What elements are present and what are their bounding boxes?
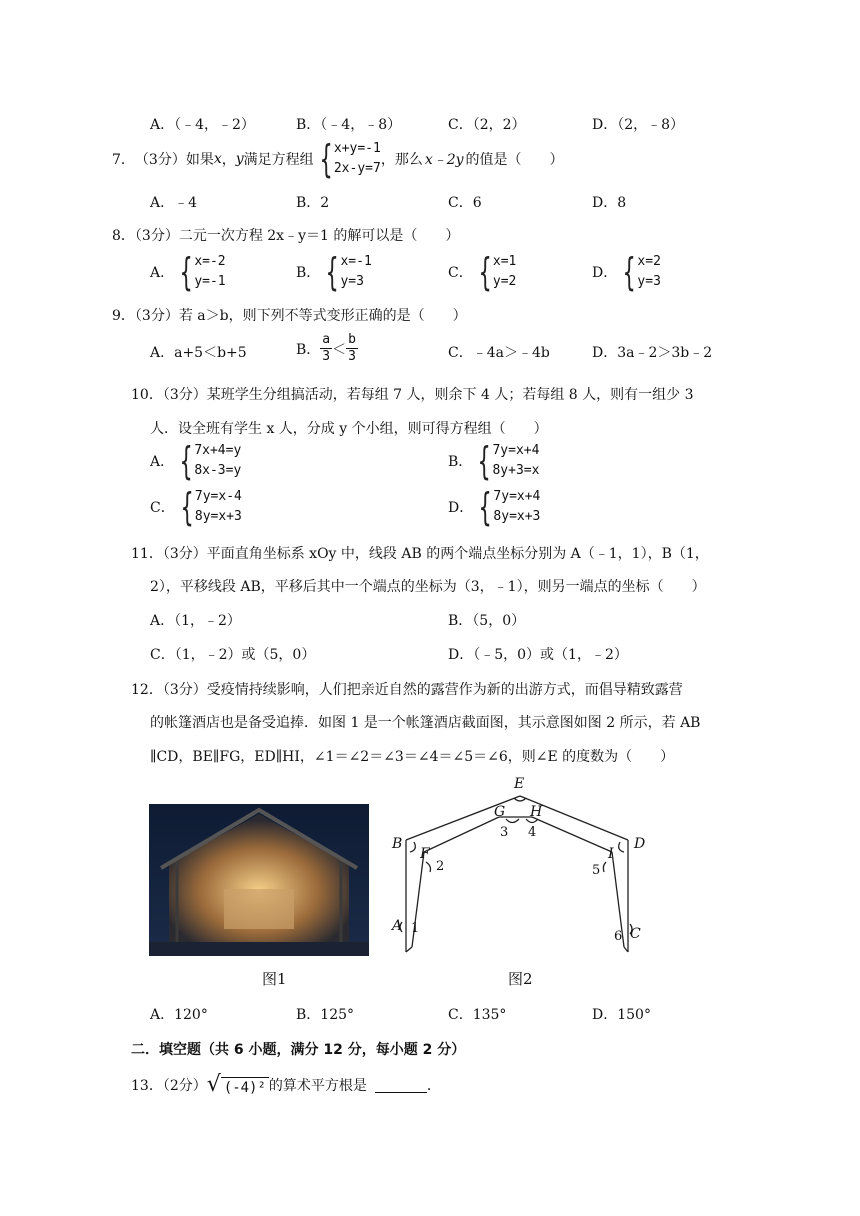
q8-option-c (448, 252, 516, 292)
label-g: G (494, 804, 506, 820)
section-2-title: 二．填空题（共 6 小题，满分 12 分，每小题 2 分） (131, 1042, 466, 1058)
question-11-line2: 2），平移线段 AB，平移后其中一个端点的坐标为（3，﹣1），则另一端点的坐标（ ） (150, 579, 706, 595)
question-7-stem (112, 139, 564, 179)
q7-option-a: A．﹣4 (150, 195, 198, 211)
frac-den: 3 (348, 349, 356, 364)
angle-2: 2 (436, 859, 445, 874)
question-9-stem: 9．（3分）若 a＞b，则下列不等式变形正确的是（ ） (112, 308, 467, 324)
label-i: I (608, 846, 614, 862)
left-brace-icon: { (622, 250, 636, 294)
q10-d-eq2: 8y=x+3 (493, 509, 541, 524)
q10-option-b-label: B． (448, 454, 473, 470)
left-brace-icon: { (319, 137, 333, 181)
q10-b-eq1: 7y=x+4 (492, 443, 540, 458)
q7-text-2: ，那么 (380, 152, 423, 168)
radical-sign-icon: √ (206, 1072, 221, 1097)
q7-option-b: B．2 (296, 195, 330, 211)
left-brace-icon: { (477, 439, 492, 483)
left-brace-icon: { (180, 485, 194, 529)
q10-option-b (448, 441, 539, 481)
q10-a-eq1: 7x+4=y (194, 443, 242, 458)
q10-a-eq2: 8x-3=y (194, 463, 242, 478)
tent-photo-illustration (149, 804, 369, 956)
q7-var-y: y (235, 151, 244, 167)
fraction-b-over-3 (346, 332, 358, 365)
question-13 (131, 1074, 441, 1096)
label-a: A (392, 918, 403, 934)
q8-c-eq2: y=2 (492, 274, 517, 289)
q12-option-d: D．150° (592, 1007, 651, 1023)
question-8-stem: 8．（3分）二元一次方程 2x﹣y＝1 的解可以是（ ） (112, 228, 460, 244)
label-d: D (634, 836, 646, 852)
q10-option-c-label: C． (150, 500, 175, 516)
q8-a-eq1: x=-2 (194, 254, 226, 269)
q10-c-eq2: 8y=x+3 (194, 509, 242, 524)
line-fg (424, 817, 499, 852)
q8-a-eq2: y=-1 (194, 274, 226, 289)
left-brace-icon: { (179, 439, 193, 483)
q8-b-eq2: y=3 (340, 274, 364, 289)
square-root (207, 1074, 269, 1096)
q7-score: （3分）如果 (134, 152, 214, 168)
q9-option-c: C．﹣4a＞﹣4b (448, 345, 550, 361)
q10-option-a-label: A． (150, 454, 175, 470)
q6-option-d: D．（2，﹣8） (592, 117, 685, 133)
question-11-line1: 11．（3分）平面直角坐标系 xOy 中，线段 AB 的两个端点坐标分别为 A（﹣1，1），B（1， (131, 546, 709, 562)
q9-option-b-label: B． (296, 341, 321, 358)
q8-option-a (150, 252, 226, 292)
q9-option-b (296, 332, 358, 365)
question-10-line2: 人．设全班有学生 x 人，分成 y 个小组，则可得方程组（ ） (150, 421, 548, 437)
q7-var-x: x (213, 151, 222, 167)
left-brace-icon: { (325, 250, 340, 294)
line-hi (532, 817, 612, 852)
q8-option-c-label: C． (448, 265, 473, 281)
q7-number: 7． (112, 152, 135, 168)
q8-b-eq1: x=-1 (340, 254, 372, 269)
angle-4: 4 (528, 825, 537, 840)
q6-option-c: C．（2，2） (448, 117, 526, 133)
q11-option-d: D．（﹣5，0）或（1，﹣2） (448, 647, 628, 663)
q7-text: 满足方程组 (243, 152, 314, 168)
left-brace-icon: { (179, 250, 193, 294)
q10-b-eq2: 8y+3=x (492, 463, 540, 478)
q10-option-c (150, 487, 242, 527)
q13-radicand: (-4)² (221, 1077, 269, 1096)
q7-option-c: C．6 (448, 195, 482, 211)
fraction-a-over-3 (320, 332, 332, 365)
q7-equation-system (314, 139, 381, 179)
question-10-line1: 10．（3分）某班学生分组搞活动，若每组 7 人，则余下 4 人；若每组 8 人，则有一组少 3 (131, 387, 694, 403)
figure-1-caption: 图1 (262, 970, 287, 988)
q13-suffix: 的算术平方根是 (268, 1078, 367, 1094)
figure-2-caption: 图2 (508, 970, 533, 988)
q10-option-d-label: D． (448, 500, 474, 516)
q8-option-b-label: B． (296, 265, 321, 281)
angle-1: 1 (411, 921, 420, 936)
label-e: E (514, 776, 525, 792)
q6-option-b: B．（﹣4，﹣8） (296, 117, 402, 133)
left-brace-icon: { (478, 250, 492, 294)
angle-3: 3 (500, 825, 509, 840)
q8-c-eq1: x=1 (492, 254, 517, 269)
q8-d-eq1: x=2 (637, 254, 661, 269)
q13-end: ． (426, 1078, 441, 1094)
q8-option-b (296, 252, 372, 292)
q13-prefix: 13．（2分） (131, 1078, 207, 1094)
q8-option-a-label: A． (150, 265, 175, 281)
question-12-line1: 12．（3分）受疫情持续影响，人们把亲近自然的露营作为新的出游方式，而倡导精致露营 (131, 682, 683, 698)
q12-option-b: B．125° (296, 1007, 355, 1023)
q8-d-eq2: y=3 (637, 274, 661, 289)
tent-diagram (388, 772, 658, 962)
frac-num: b (348, 332, 356, 347)
question-12-line2: 的帐篷酒店也是备受追捧．如图 1 是一个帐篷酒店截面图，其示意图如图 2 所示，若 AB (150, 715, 701, 731)
q10-option-d (448, 487, 540, 527)
q7-eq1: x+y=-1 (333, 141, 381, 156)
label-f: F (420, 846, 430, 862)
frac-num: a (322, 332, 331, 347)
figure-2-diagram (388, 772, 658, 962)
q8-option-d (592, 252, 661, 292)
q7-option-d: D．8 (592, 195, 627, 211)
frac-den: 3 (322, 349, 331, 364)
q7-eq2: 2x-y=7 (333, 161, 381, 176)
q7-comma: ， (221, 152, 236, 168)
q10-c-eq1: 7y=x-4 (194, 489, 242, 504)
angle-5: 5 (592, 863, 601, 878)
figure-1-tent-photo (149, 804, 369, 956)
q6-option-a: A．（﹣4，﹣2） (150, 117, 255, 133)
q11-option-c: C．（1，﹣2）或（5，0） (150, 647, 316, 663)
q12-option-c: C．135° (448, 1007, 507, 1023)
answer-blank[interactable] (375, 1078, 427, 1093)
label-c: C (630, 926, 641, 942)
q7-expression: x﹣2y (424, 152, 464, 168)
label-b: B (392, 836, 403, 852)
q11-option-b: B．（5，0） (448, 613, 526, 629)
q8-option-d-label: D． (592, 265, 618, 281)
angle-6: 6 (614, 929, 623, 944)
q9-relation: ＜ (332, 341, 347, 358)
question-12-line3: ∥CD，BE∥FG，ED∥HI，∠1＝∠2＝∠3＝∠4＝∠5＝∠6，则∠E 的度数为（ ） (150, 749, 675, 765)
q9-option-d: D．3a﹣2＞3b﹣2 (592, 345, 713, 361)
q12-option-a: A．120° (150, 1007, 208, 1023)
q10-d-eq1: 7y=x+4 (493, 489, 541, 504)
left-brace-icon: { (478, 485, 492, 529)
q9-option-a: A．a+5＜b+5 (150, 345, 247, 361)
q10-option-a (150, 441, 241, 481)
label-h: H (530, 804, 543, 820)
q7-text-3: 的值是（ ） (465, 152, 564, 168)
q11-option-a: A．（1，﹣2） (150, 613, 241, 629)
